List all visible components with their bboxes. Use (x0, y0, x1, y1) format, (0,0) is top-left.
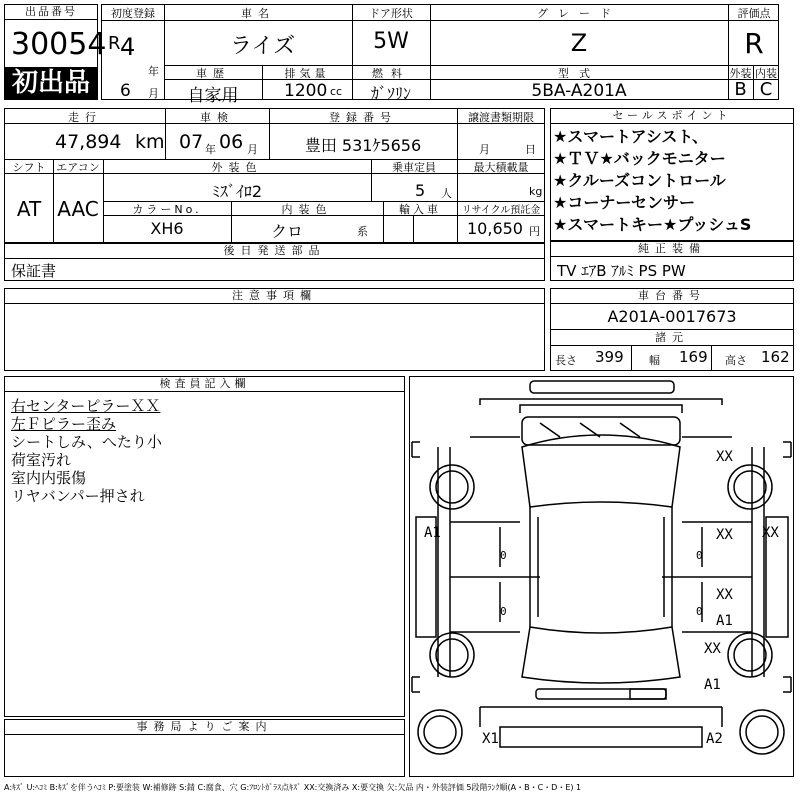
history: 自家用 (187, 86, 239, 106)
width-label: 幅 (649, 354, 660, 367)
damage-mark: XX (716, 527, 733, 543)
ac-label: エアコン (56, 161, 100, 174)
office-box (4, 719, 405, 777)
chassis-box (550, 288, 794, 371)
inspection-year-unit: 年 (205, 143, 216, 156)
car-diagram (409, 376, 794, 777)
selling-point-item: ★スマートアシスト、 (553, 127, 708, 146)
year-unit: 年 (148, 65, 159, 78)
lot-number: 30054 (11, 27, 107, 62)
inspector-box (4, 376, 405, 717)
selling-points-list (553, 126, 751, 236)
fuel-label: 燃料 (372, 67, 410, 80)
car-name: ライズ (230, 34, 296, 59)
door: 5W (373, 29, 409, 54)
int-color-label: 内装色 (281, 203, 333, 216)
selling-point-item: ★スマートキー★プッシュS (553, 215, 752, 234)
selling-points-box (550, 108, 794, 241)
displacement-label: 排気量 (284, 67, 330, 80)
score: R (744, 27, 764, 60)
exterior-grade: B (734, 79, 747, 100)
plate: 豊田 531ｹ5656 (304, 136, 422, 155)
inspector-line: 左Ｆピラー歪み (11, 415, 117, 433)
selling-point-item: ★ＴＶ★バックモニター (553, 149, 726, 168)
int-color-unit: 系 (357, 225, 368, 238)
office-label: 事務局よりご案内 (5, 720, 404, 735)
vehicle-header (101, 4, 779, 106)
exterior-grade-label: 外装 (729, 67, 752, 80)
car-outline (410, 377, 793, 776)
interior-grade: C (759, 79, 773, 100)
month-unit: 月 (148, 87, 159, 100)
import-label: 輸入車 (399, 203, 441, 216)
notes-label: 注意事項欄 (5, 289, 544, 304)
damage-mark: XX (704, 641, 721, 657)
length-label: 長さ (555, 354, 577, 367)
shift: AT (16, 197, 42, 221)
equipment-value: TV ｴｱB ｱﾙﾐ PS PW (557, 262, 686, 280)
length: 399 (595, 348, 624, 366)
selling-point-item: ★コーナーセンサー (553, 193, 696, 212)
mileage-label: 走行 (68, 111, 102, 124)
capacity-label: 乗車定員 (392, 161, 436, 174)
notes-box (4, 288, 545, 371)
damage-mark: X1 (482, 731, 499, 747)
color-no-label: カラーNo. (132, 203, 202, 216)
inspection-month-unit: 月 (247, 143, 258, 156)
equipment-label: 純正装備 (551, 242, 793, 257)
plate-label: 登録番号 (329, 111, 397, 124)
first-reg-label: 初度登録 (111, 7, 155, 20)
capacity: 5 (415, 181, 426, 200)
model: 5BA-A201A (531, 81, 627, 101)
fuel: ｶﾞｿﾘﾝ (370, 84, 411, 103)
year: 4 (120, 33, 136, 61)
later-parts-label: 後日発送部品 (5, 244, 544, 259)
displacement: 1200 (284, 81, 328, 101)
transfer-day: 日 (525, 143, 536, 156)
first-listing-badge: 初出品 (5, 67, 97, 99)
model-label: 型式 (558, 67, 600, 80)
damage-mark: XX (762, 525, 779, 541)
grade: Z (570, 29, 588, 57)
ext-color: ﾐｽﾞｲﾛ2 (211, 182, 263, 201)
recycle-label: リサイクル預託金 (461, 205, 541, 216)
damage-mark: 0 (500, 549, 507, 562)
lot-number-box (4, 4, 107, 100)
inspector-line: 荷室汚れ (11, 451, 72, 469)
recycle: 10,650 (467, 219, 523, 238)
int-color: クロ (271, 222, 304, 241)
displacement-unit: cc (330, 85, 343, 98)
inspection-label: 車検 (200, 111, 234, 124)
equipment-box (550, 241, 794, 281)
damage-mark: A1 (424, 525, 441, 541)
era: R (108, 33, 121, 54)
damage-mark: XX (716, 587, 733, 603)
transfer-label: 譲渡書類期限 (468, 111, 534, 124)
inspection-month: 06 (219, 131, 244, 153)
chassis-label: 車台番号 (551, 289, 793, 304)
score-label: 評価点 (737, 7, 771, 20)
height-label: 高さ (725, 354, 747, 367)
history-label: 車歴 (196, 67, 230, 80)
damage-mark: A2 (706, 731, 723, 747)
grade-label: グレード (537, 7, 621, 20)
inspector-notes (11, 397, 162, 505)
inspector-line: リヤバンパー押され (11, 487, 145, 505)
later-parts-value: 保証書 (11, 262, 57, 280)
selling-point-item: ★クルーズコントロール (553, 171, 726, 190)
height: 162 (761, 348, 790, 366)
inspector-line: シートしみ、へたり小 (11, 433, 162, 451)
month: 6 (120, 81, 131, 101)
ext-color-label: 外装色 (211, 161, 263, 174)
selling-points-label: セールスポイント (551, 109, 793, 124)
color-no: XH6 (150, 219, 184, 238)
damage-mark: XX (716, 449, 733, 465)
damage-mark: 0 (696, 549, 703, 562)
inspector-label: 検査員記入欄 (5, 377, 404, 392)
width: 169 (679, 348, 708, 366)
door-label: ドア形状 (369, 7, 413, 20)
ac: AAC (57, 197, 99, 221)
chassis-number: A201A-0017673 (607, 307, 737, 326)
max-load-unit: kg (529, 185, 543, 198)
damage-mark: 0 (696, 605, 703, 618)
shift-label: シフト (12, 161, 46, 174)
damage-mark: A1 (716, 613, 733, 629)
car-name-label: 車名 (241, 7, 275, 20)
mileage: 47,894 (55, 131, 122, 153)
legend: A:ｷｽﾞ U:ﾍｺﾐ B:ｷｽﾞを伴うﾍｺﾐ P:要塗装 W:補修跡 S:錆 C:腐食、穴 G:ﾌﾛﾝﾄｶﾞﾗｽ点ｷｽﾞ XX:交換済み X:要交換 欠:欠品 内・外装評価 5段階ﾗﾝｸ順(A・B・C・D・E) 1 (4, 783, 582, 792)
lot-number-label: 出品番号 (5, 5, 97, 20)
transfer-month: 月 (479, 143, 490, 156)
damage-mark: A1 (704, 677, 721, 693)
inspection-year: 07 (179, 131, 204, 153)
recycle-unit: 円 (529, 225, 540, 238)
later-parts-box (4, 243, 545, 281)
capacity-unit: 人 (441, 187, 452, 200)
inspector-line: 室内内張傷 (11, 469, 87, 487)
mileage-unit: km (135, 131, 165, 153)
damage-mark: 0 (500, 605, 507, 618)
vehicle-details (4, 108, 545, 243)
inspector-line: 右センターピラーＸＸ (11, 397, 161, 415)
max-load-label: 最大積載量 (473, 161, 529, 174)
dims-label: 諸元 (655, 331, 689, 344)
interior-grade-label: 内装 (755, 67, 777, 80)
